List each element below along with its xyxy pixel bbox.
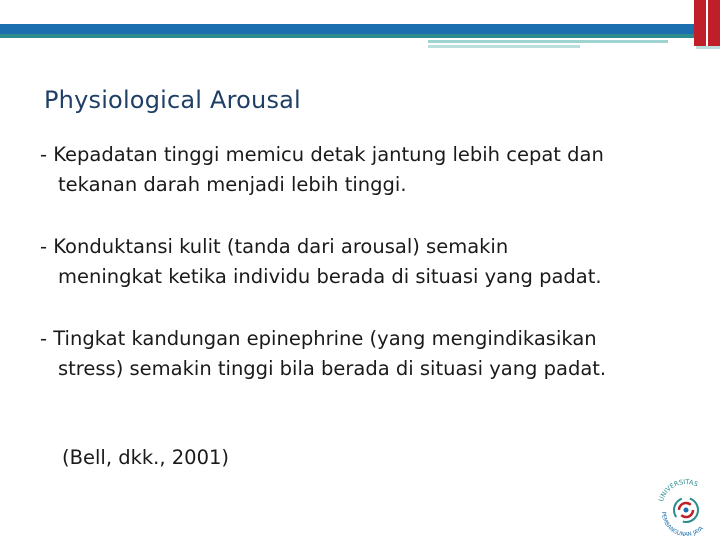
citation: (Bell, dkk., 2001): [62, 446, 230, 469]
bullet-line: stress) semakin tinggi bila berada di situasi yang padat.: [58, 357, 607, 380]
header-bar-teal: [0, 34, 694, 38]
bullet-line: - Konduktansi kulit (tanda dari arousal) semakin: [40, 235, 509, 258]
bullet-list: [40, 140, 710, 416]
svg-text:PEMBANGUNAN JAYA: PEMBANGUNAN JAYA: [659, 511, 705, 539]
bullet-item: [40, 232, 710, 292]
header-accent-line-1: [428, 40, 668, 43]
university-seal-icon: [648, 462, 720, 540]
header-bar-blue: [0, 24, 694, 34]
bullet-line: - Kepadatan tinggi memicu detak jantung lebih cepat dan: [40, 143, 604, 166]
bullet-item: [40, 140, 710, 200]
header-bar-red-divider: [706, 0, 708, 46]
slide-title: Physiological Arousal: [44, 86, 301, 114]
header-accent-right: [696, 46, 720, 49]
header-accent-line-2: [428, 45, 580, 48]
bullet-line: tekanan darah menjadi lebih tinggi.: [58, 173, 407, 196]
bullet-line: - Tingkat kandungan epinephrine (yang mengindikasikan: [40, 327, 597, 350]
bullet-item: [40, 324, 710, 384]
bullet-line: meningkat ketika individu berada di situasi yang padat.: [58, 265, 602, 288]
svg-text:UNIVERSITAS: UNIVERSITAS: [656, 477, 700, 503]
